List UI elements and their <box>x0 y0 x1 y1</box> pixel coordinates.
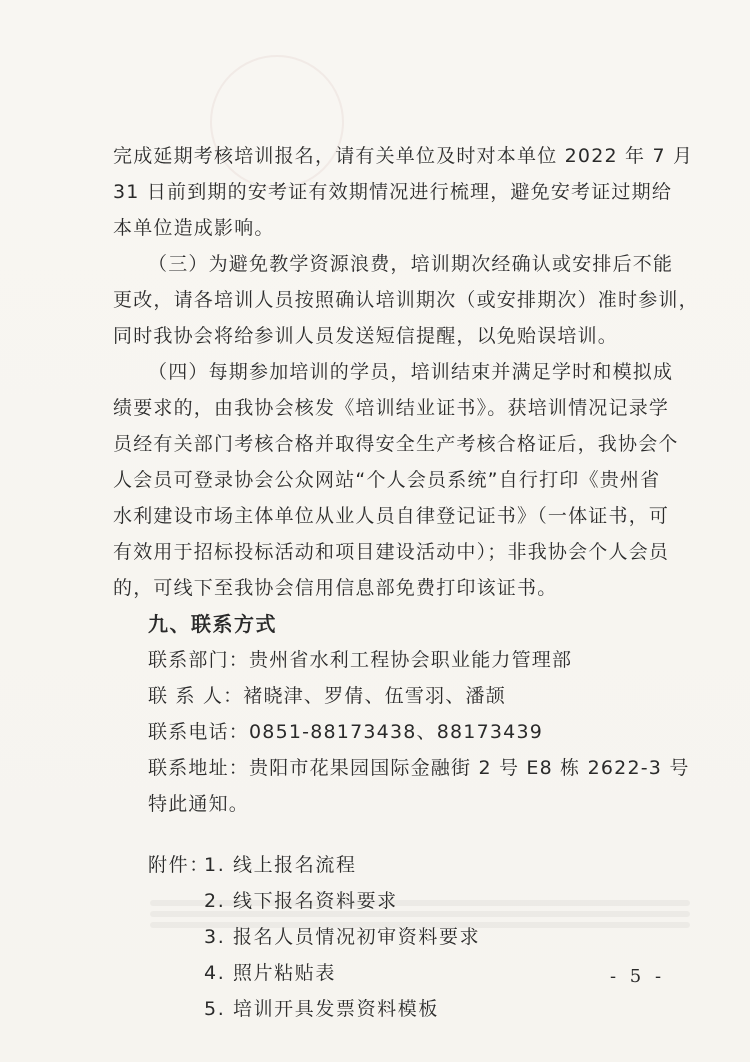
closing-notice: 特此通知。 <box>148 793 250 815</box>
item4-line: 有效用于招标投标活动和项目建设活动中）；非我协会个人会员 <box>113 541 670 563</box>
item4-line: 人会员可登录协会公众网站“个人会员系统”自行打印《贵州省 <box>113 469 661 491</box>
contact-persons: 联 系 人：褚晓津、罗倩、伍雪羽、潘颉 <box>148 685 506 707</box>
item4-line: 水利建设市场主体单位从业人员自律登记证书》（一体证书，可 <box>113 505 670 527</box>
contact-phone: 联系电话：0851-88173438、88173439 <box>148 721 544 743</box>
item4-line: （四）每期参加培训的学员，培训结束并满足学时和模拟成 <box>148 361 674 383</box>
item3-line: 同时我协会将给参训人员发送短信提醒，以免贻误培训。 <box>113 325 619 347</box>
item3-line: （三）为避免教学资源浪费，培训期次经确认或安排后不能 <box>148 253 674 275</box>
paragraph-line: 31 日前到期的安考证有效期情况进行梳理，避免安考证过期给 <box>113 181 673 203</box>
item3-line: 更改，请各培训人员按照确认培训期次（或安排期次）准时参训， <box>113 289 699 311</box>
attachment-item: 3. 报名人员情况初审资料要求 <box>204 926 481 948</box>
item4-line: 绩要求的，由我协会核发《培训结业证书》。获培训情况记录学 <box>113 397 670 419</box>
section-heading: 九、联系方式 <box>148 612 277 636</box>
attachment-item: 4. 照片粘贴表 <box>204 962 336 984</box>
paragraph-line: 完成延期考核培训报名，请有关单位及时对本单位 2022 年 7 月 <box>113 145 694 167</box>
paragraph-line: 本单位造成影响。 <box>113 217 275 239</box>
item4-line: 员经有关部门考核合格并取得安全生产考核合格证后，我协会个 <box>113 433 679 455</box>
contact-department: 联系部门：贵州省水利工程协会职业能力管理部 <box>148 649 573 671</box>
item4-line: 的，可线下至我协会信用信息部免费打印该证书。 <box>113 577 558 599</box>
attachment-item: 1. 线上报名流程 <box>204 854 357 876</box>
attachments-label: 附件： <box>148 854 210 876</box>
attachment-item: 2. 线下报名资料要求 <box>204 890 398 912</box>
contact-address: 联系地址：贵阳市花果园国际金融街 2 号 E8 栋 2622-3 号 <box>148 757 690 779</box>
page-number: - 5 - <box>610 966 666 987</box>
attachment-item: 5. 培训开具发票资料模板 <box>204 998 439 1020</box>
